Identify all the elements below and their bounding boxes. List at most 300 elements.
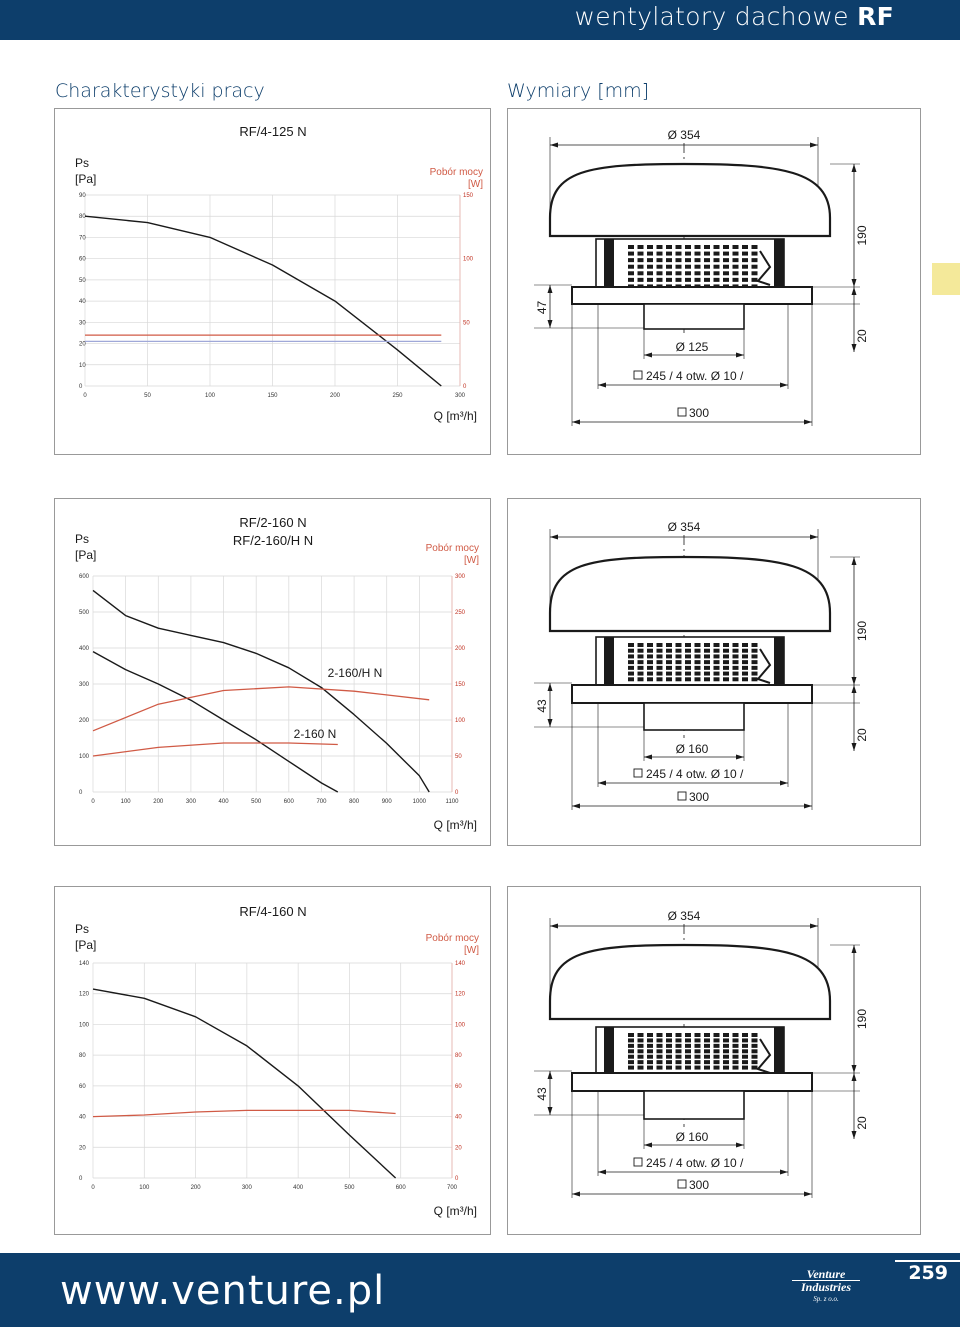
grill-slot <box>685 654 691 658</box>
base-flange <box>572 287 812 304</box>
y-tick-label: 600 <box>79 574 90 580</box>
grill-slot <box>657 1055 663 1059</box>
grill-slot <box>742 666 748 670</box>
grill-slot <box>704 258 710 262</box>
grill-slot <box>723 672 729 676</box>
grill-slot <box>647 1066 653 1070</box>
y-tick-label: 100 <box>79 1022 90 1029</box>
grill-slot <box>666 278 672 282</box>
grill-slot <box>742 278 748 282</box>
grill-slot <box>685 666 691 670</box>
logo-line-1: Venture <box>792 1268 860 1281</box>
drawing-rf-4-160 <box>508 887 920 1234</box>
dimension-label-base: 300 <box>689 1178 710 1192</box>
grill-slot <box>714 672 720 676</box>
grill-slot <box>657 258 663 262</box>
dimension-label-holes: 245 / 4 otw. Ø 10 / <box>646 767 744 781</box>
grill-slot <box>647 252 653 256</box>
grill-slot <box>685 252 691 256</box>
y2-tick-label: 20 <box>455 1145 462 1152</box>
grill-slot <box>704 1049 710 1053</box>
square-symbol-icon <box>678 408 686 416</box>
grill-slot <box>676 654 682 658</box>
pressure-curve <box>93 989 396 1178</box>
grill-slot <box>723 258 729 262</box>
grill-slot <box>628 245 634 249</box>
grill-slot <box>714 643 720 647</box>
y2-tick-label: 50 <box>463 320 470 327</box>
grill-slot <box>695 643 701 647</box>
dimension-arrow <box>548 320 553 328</box>
square-symbol-icon <box>634 371 642 379</box>
grill-slot <box>742 1044 748 1048</box>
grill-slot <box>676 1044 682 1048</box>
venture-industries-logo <box>792 1268 860 1304</box>
grill-slot <box>666 271 672 275</box>
grill-slot <box>657 677 663 681</box>
chart-title-line: RF/2-160 N <box>239 515 307 530</box>
x-tick-label: 0 <box>91 799 95 805</box>
grill-slot <box>742 649 748 653</box>
dimension-arrow <box>548 719 553 727</box>
dimension-arrow <box>548 683 553 691</box>
grill-slot <box>685 1033 691 1037</box>
grill-slot <box>657 666 663 670</box>
chart-title-line: RF/4-125 N <box>239 124 307 139</box>
grill-slot <box>723 245 729 249</box>
dimension-label-height: 190 <box>855 620 869 642</box>
grill-slot <box>638 672 644 676</box>
pressure-curve <box>93 590 429 792</box>
grill-slot <box>742 654 748 658</box>
y-axis-label-line: [Pa] <box>75 172 97 186</box>
grill-slot <box>723 1044 729 1048</box>
y2-tick-label: 150 <box>455 682 466 688</box>
grill-slot <box>733 677 739 681</box>
grill-slot <box>657 245 663 249</box>
dimension-arrow <box>736 353 744 358</box>
y2-axis-label-line: Pobór mocy <box>425 543 479 554</box>
grill-slot <box>685 643 691 647</box>
grill-slot <box>676 258 682 262</box>
y2-axis-label-line: Pobór mocy <box>425 933 479 944</box>
grill-slot <box>666 1044 672 1048</box>
grill-slot <box>695 1049 701 1053</box>
power-curve <box>93 743 338 756</box>
grill-slot <box>676 1066 682 1070</box>
grill-slot <box>695 1055 701 1059</box>
y2-tick-label: 300 <box>455 574 466 580</box>
grill-slot <box>742 265 748 269</box>
grill-slot <box>657 643 663 647</box>
grill-slot <box>714 1066 720 1070</box>
y-tick-label: 40 <box>79 1114 86 1121</box>
grill-slot <box>638 1060 644 1064</box>
grill-slot <box>647 258 653 262</box>
x-tick-label: 100 <box>120 799 131 805</box>
dimension-arrow <box>550 143 558 148</box>
grill-slot <box>695 278 701 282</box>
grill-slot <box>733 1055 739 1059</box>
y-axis-label-line: Ps <box>75 922 90 936</box>
dimension-arrow <box>780 781 788 786</box>
grill-slot <box>695 649 701 653</box>
grill-slot <box>695 1066 701 1070</box>
footer-url-link[interactable]: www.venture.pl <box>60 1268 386 1314</box>
base-flange <box>572 685 812 703</box>
grill-slot <box>657 660 663 664</box>
grill-slot <box>733 1066 739 1070</box>
grill-slot <box>742 258 748 262</box>
grill-slot <box>723 278 729 282</box>
dimension-arrow <box>852 164 857 172</box>
housing-post-right <box>774 1027 784 1075</box>
y2-axis-label-line: [W] <box>468 179 483 190</box>
grill-slot <box>704 677 710 681</box>
grill-slot <box>733 1033 739 1037</box>
grill-slot <box>704 649 710 653</box>
grill-slot <box>666 1066 672 1070</box>
grill-slot <box>666 1033 672 1037</box>
grill-slot <box>666 1038 672 1042</box>
grill-slot <box>714 666 720 670</box>
grill-slot <box>723 1060 729 1064</box>
grill-slot <box>666 666 672 670</box>
y-tick-label: 20 <box>79 1145 86 1152</box>
grill-slot <box>714 649 720 653</box>
dimension-label-base-height: 20 <box>855 1116 869 1130</box>
grill-slot <box>657 672 663 676</box>
grill-slot <box>676 677 682 681</box>
grill-slot <box>704 1033 710 1037</box>
dimension-arrow <box>852 1073 857 1081</box>
grill-slot <box>657 1066 663 1070</box>
dimension-arrow <box>852 344 857 352</box>
drawing-rf-4-125 <box>508 109 920 454</box>
y-tick-label: 60 <box>79 1083 86 1090</box>
grill-slot <box>752 654 758 658</box>
grill-slot <box>628 643 634 647</box>
grill-slot <box>647 654 653 658</box>
x-tick-label: 600 <box>283 799 294 805</box>
grill-slot <box>666 677 672 681</box>
dimension-arrow <box>598 1170 606 1175</box>
grill-slot <box>647 265 653 269</box>
grill-slot <box>647 1044 653 1048</box>
dimension-arrow <box>852 677 857 685</box>
grill-slot <box>647 677 653 681</box>
x-tick-label: 300 <box>241 1185 252 1191</box>
y2-tick-label: 250 <box>455 610 466 616</box>
grill-slot <box>704 643 710 647</box>
grill-slot <box>638 649 644 653</box>
y2-tick-label: 140 <box>455 961 466 967</box>
drawing-panel-1 <box>507 108 921 455</box>
dimension-label-flange: 47 <box>535 300 549 315</box>
grill-slot <box>628 1060 634 1064</box>
grill-slot <box>714 1055 720 1059</box>
grill-slot <box>752 1066 758 1070</box>
y-axis-label-line: [Pa] <box>75 548 97 562</box>
y-tick-label: 200 <box>79 718 90 724</box>
grill-slot <box>695 258 701 262</box>
chart-title-line: RF/4-160 N <box>239 904 307 919</box>
grill-slot <box>752 1055 758 1059</box>
grill-slot <box>723 666 729 670</box>
dimension-arrow <box>810 143 818 148</box>
grill-slot <box>638 1033 644 1037</box>
grill-slot <box>638 271 644 275</box>
x-tick-label: 1100 <box>445 799 459 805</box>
grill-slot <box>638 252 644 256</box>
grill-slot <box>638 245 644 249</box>
x-tick-label: 0 <box>91 1185 95 1191</box>
grill-slot <box>695 1038 701 1042</box>
grill-slot <box>657 1060 663 1064</box>
grill-slot <box>742 1060 748 1064</box>
dimension-label-base-height: 20 <box>855 728 869 742</box>
roof-cap <box>550 557 830 631</box>
grill-slot <box>647 649 653 653</box>
dimension-arrow <box>780 1170 788 1175</box>
chart-panel-2 <box>54 498 491 846</box>
y2-tick-label: 80 <box>455 1053 462 1060</box>
grill-slot <box>733 649 739 653</box>
grill-slot <box>714 1060 720 1064</box>
grill-slot <box>714 1033 720 1037</box>
grill-slot <box>742 245 748 249</box>
dimension-label-base: 300 <box>689 406 710 420</box>
y-tick-label: 70 <box>79 235 86 242</box>
grill-slot <box>628 1038 634 1042</box>
y-tick-label: 10 <box>79 362 86 369</box>
duct-spigot <box>644 703 744 730</box>
grill-slot <box>685 271 691 275</box>
grill-slot <box>742 677 748 681</box>
grill-slot <box>647 1060 653 1064</box>
grill-slot <box>638 1049 644 1053</box>
grill-slot <box>704 245 710 249</box>
dimension-arrow <box>550 535 558 540</box>
grill-slot <box>733 1049 739 1053</box>
x-axis-label: Q [m³/h] <box>433 1204 477 1218</box>
grill-slot <box>695 1060 701 1064</box>
grill-slot <box>752 271 758 275</box>
y-tick-label: 500 <box>79 610 90 616</box>
grill-slot <box>685 1049 691 1053</box>
grill-slot <box>657 654 663 658</box>
grill-slot <box>666 649 672 653</box>
grill-slot <box>752 1060 758 1064</box>
dimension-arrow <box>804 804 812 809</box>
grill-slot <box>695 245 701 249</box>
duct-spigot <box>644 304 744 329</box>
grill-slot <box>666 1049 672 1053</box>
grill-slot <box>752 1049 758 1053</box>
grill-slot <box>714 654 720 658</box>
grill-slot <box>723 252 729 256</box>
y-tick-label: 140 <box>79 961 90 967</box>
x-tick-label: 100 <box>204 393 216 399</box>
section-title-dimensions: Wymiary [mm] <box>507 80 650 102</box>
grill-slot <box>723 271 729 275</box>
dimension-arrow <box>644 755 652 760</box>
grill-slot <box>695 660 701 664</box>
grill-slot <box>704 1055 710 1059</box>
grill-slot <box>666 245 672 249</box>
grill-slot <box>742 660 748 664</box>
grill-slot <box>723 1055 729 1059</box>
grill-slot <box>704 1066 710 1070</box>
grill-slot <box>752 672 758 676</box>
y-axis-label-line: [Pa] <box>75 938 97 952</box>
grill-slot <box>704 271 710 275</box>
y2-tick-label: 40 <box>455 1114 462 1121</box>
grill-slot <box>685 660 691 664</box>
grill-slot <box>676 1033 682 1037</box>
grill-slot <box>695 252 701 256</box>
pressure-curve <box>93 652 338 792</box>
dimension-label-diameter: Ø 354 <box>667 520 701 534</box>
grill-slot <box>704 654 710 658</box>
grill-slot <box>742 1055 748 1059</box>
grill-slot <box>695 677 701 681</box>
grill-slot <box>704 660 710 664</box>
grill-slot <box>742 1038 748 1042</box>
housing-post-left <box>604 1027 614 1075</box>
grill-slot <box>695 654 701 658</box>
grill-slot <box>676 643 682 647</box>
y-axis-label-line: Ps <box>75 532 90 546</box>
x-tick-label: 100 <box>139 1185 150 1191</box>
grill-slot <box>733 258 739 262</box>
grill-slot <box>676 649 682 653</box>
grill-slot <box>628 649 634 653</box>
grill-slot <box>647 245 653 249</box>
grill-slot <box>666 252 672 256</box>
grill-slot <box>685 1066 691 1070</box>
dimension-label-holes: 245 / 4 otw. Ø 10 / <box>646 1156 744 1170</box>
square-symbol-icon <box>634 1158 642 1166</box>
grill-slot <box>695 265 701 269</box>
grill-slot <box>704 1038 710 1042</box>
dimension-arrow <box>852 279 857 287</box>
dimension-label-duct: Ø 160 <box>675 1130 709 1144</box>
grill-slot <box>704 672 710 676</box>
grill-slot <box>733 245 739 249</box>
grill-slot <box>676 1055 682 1059</box>
dimension-label-duct: Ø 125 <box>675 340 709 354</box>
grill-slot <box>752 649 758 653</box>
grill-slot <box>638 660 644 664</box>
grill-slot <box>714 252 720 256</box>
dimension-label-diameter: Ø 354 <box>667 128 701 142</box>
grill-slot <box>638 258 644 262</box>
grill-slot <box>628 672 634 676</box>
grill-slot <box>657 1038 663 1042</box>
grill-slot <box>647 643 653 647</box>
grill-slot <box>723 643 729 647</box>
drawing-rf-2-160 <box>508 499 920 845</box>
dimension-arrow <box>810 924 818 929</box>
dimension-arrow <box>572 1192 580 1197</box>
dimension-label-diameter: Ø 354 <box>667 909 701 923</box>
grill-slot <box>704 666 710 670</box>
header-title-text: wentylatory dachowe <box>574 2 858 31</box>
grill-slot <box>723 1038 729 1042</box>
x-tick-label: 250 <box>392 393 403 399</box>
grill-slot <box>742 271 748 275</box>
grill-slot <box>676 1060 682 1064</box>
grill-slot <box>638 1055 644 1059</box>
grill-slot <box>638 1038 644 1042</box>
dimension-label-height: 190 <box>855 225 869 246</box>
grill-slot <box>742 1049 748 1053</box>
dimension-arrow <box>598 383 606 388</box>
grill-slot <box>666 660 672 664</box>
x-tick-label: 300 <box>185 799 196 805</box>
chart-rf-2-160 <box>55 499 490 845</box>
series-label: 2-160 N <box>293 727 337 741</box>
grill-slot <box>657 252 663 256</box>
grill-slot <box>638 666 644 670</box>
grill-slot <box>733 654 739 658</box>
grill-slot <box>714 677 720 681</box>
grill-slot <box>647 1038 653 1042</box>
grill-slot <box>676 666 682 670</box>
grill-slot <box>657 1049 663 1053</box>
grill-slot <box>685 1038 691 1042</box>
grill-slot <box>638 654 644 658</box>
grill-slot <box>628 1066 634 1070</box>
grill-slot <box>742 1033 748 1037</box>
x-tick-label: 50 <box>144 393 151 399</box>
grill-slot <box>695 1033 701 1037</box>
x-tick-label: 200 <box>329 393 341 399</box>
series-label: 2-160/H N <box>327 666 383 680</box>
page-header-title <box>575 2 894 31</box>
dimension-arrow <box>852 557 857 565</box>
grill-slot <box>733 1038 739 1042</box>
square-symbol-icon <box>678 792 686 800</box>
x-tick-label: 0 <box>83 393 87 399</box>
y2-tick-label: 120 <box>455 991 466 998</box>
grill-slot <box>752 1033 758 1037</box>
dimension-arrow <box>572 804 580 809</box>
section-title-characteristics: Charakterystyki pracy <box>55 80 265 102</box>
grill-slot <box>628 654 634 658</box>
base-flange <box>572 1073 812 1091</box>
dimension-label-flange: 43 <box>535 1087 549 1101</box>
grill-slot <box>733 278 739 282</box>
y-tick-label: 30 <box>79 320 86 327</box>
dimension-label-holes: 245 / 4 otw. Ø 10 / <box>646 369 744 383</box>
chart-panel-3 <box>54 886 491 1235</box>
grill-slot <box>685 672 691 676</box>
housing-post-right <box>774 637 784 687</box>
grill-slot <box>666 1055 672 1059</box>
dimension-arrow <box>852 685 857 693</box>
y-tick-label: 40 <box>79 299 86 306</box>
y-axis-label-line: Ps <box>75 156 90 170</box>
square-symbol-icon <box>634 769 642 777</box>
grill-slot <box>752 660 758 664</box>
square-symbol-icon <box>678 1180 686 1188</box>
grill-slot <box>723 1066 729 1070</box>
grill-slot <box>742 252 748 256</box>
grill-slot <box>666 258 672 262</box>
grill-slot <box>647 672 653 676</box>
